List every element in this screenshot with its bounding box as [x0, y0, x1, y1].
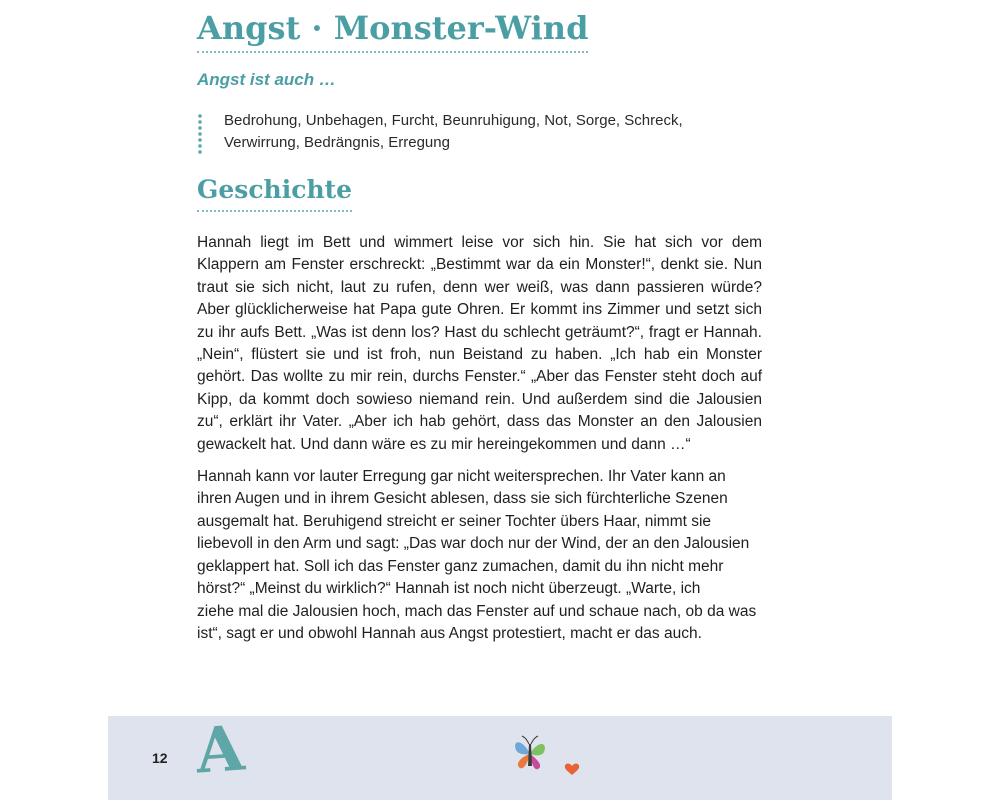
story-line: ziehe mal die Jalousien hoch, mach das Fenster auf und schaue nach, ob da was: [197, 602, 757, 620]
story-line: ist“, sagt er und obwohl Hannah aus Angst protestiert, macht er das auch.: [197, 624, 702, 642]
story-line: ihren Augen und in ihrem Gesicht ablesen, dass sie sich fürchterliche Szenen: [197, 490, 728, 508]
page-footer: [108, 711, 892, 800]
synonym-line: Bedrohung, Unbehagen, Furcht, Beunruhigung, Not, Sorge, Schreck,: [224, 112, 683, 129]
butterfly-icon: [508, 734, 552, 779]
story-line: ausgemalt hat. Beruhigend streicht er seiner Tochter übers Haar, nimmt sie: [197, 512, 712, 530]
page-title: Angst · Monster-Wind: [197, 6, 588, 53]
story-line: geklappert hat. Soll ich das Fenster ganz zumachen, damit du ihn nicht mehr: [197, 557, 724, 575]
story-paragraph: Hannah liegt im Bett und wimmert leise vor sich hin. Sie hat sich vor dem Klappern am Fenster erschreckt: „Bestimmt war da ein Monster!“, denkt sie. Nun traut sie sich nicht, laut zu rufen, denn wer weiß, was dann passieren würde? Aber glücklicherweise hat Papa gute Ohren. Er kommt ins Zimmer und setzt sich zu ihr aufs Bett. „Was ist denn los? Hast du schlecht geträumt?“, fragt er Hannah. „Nein“, flüstert sie und ist froh, nun Beistand zu haben. „Ich hab ein Monster gehört. Das wollte zu mir rein, durchs Fenster.“ „Aber das Fenster steht doch auf Kipp, da kommt doch sowieso niemand rein. Und außerdem sind die Jalousien zu“, erklärt ihr Vater. „Aber ich hab gehört, dass das Monster an den Jalousien gewackelt hat. Und dann wäre es zu mir hereingekommen und dann …“: [197, 234, 762, 453]
section-heading: Geschichte: [197, 172, 352, 212]
heart-icon: [564, 762, 580, 781]
page-number: 12: [152, 750, 168, 766]
synonym-line: Verwirrung, Bedrängnis, Erregung: [224, 134, 450, 151]
subtitle: Angst ist auch …: [197, 70, 336, 89]
synonym-list: [197, 110, 784, 154]
story-line: liebevoll in den Arm und sagt: „Das war doch nur der Wind, der an den Jalousien: [197, 535, 750, 553]
story-line: hörst?“ „Meinst du wirklich?“ Hannah ist noch nicht überzeugt. „Warte, ich: [197, 580, 701, 598]
story-line: Hannah kann vor lauter Erregung gar nicht weitersprechen. Ihr Vater kann an: [197, 468, 726, 486]
chapter-letter: A: [193, 711, 247, 788]
dotted-bullet-line: [197, 113, 203, 155]
story-paragraph: [197, 466, 762, 645]
story-text: [197, 232, 762, 655]
